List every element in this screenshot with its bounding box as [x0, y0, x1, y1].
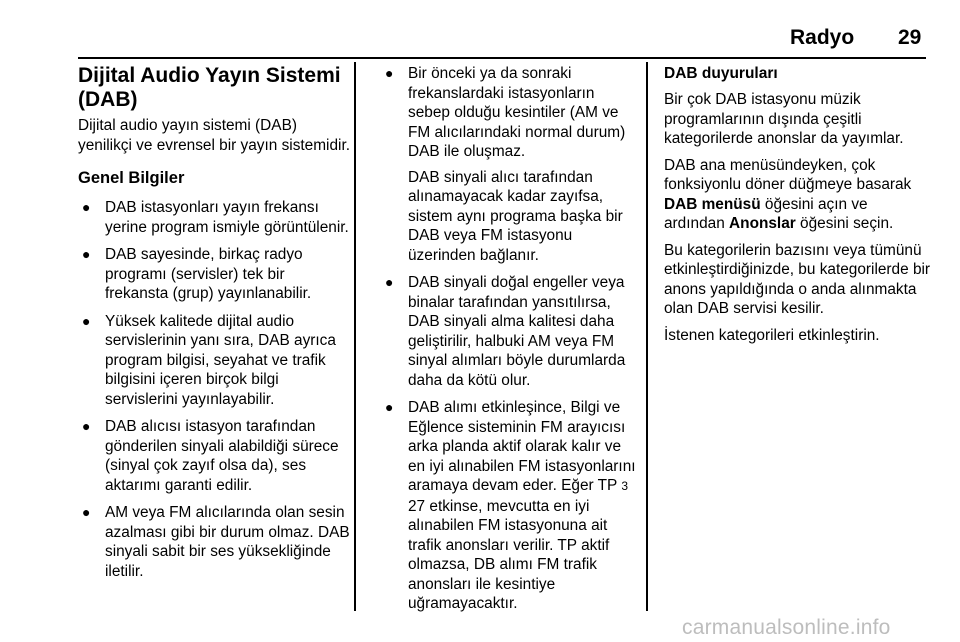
list-item: ● DAB istasyonları yayın frekansı yerine program ismiyle görüntülenir. [82, 199, 349, 236]
menu-term: Anonslar [729, 215, 796, 232]
bullet-dot-icon: ● [82, 312, 91, 329]
list-item: ● Bir önceki ya da sonraki frekanslardaki istasyonların sebep olduğu kesintiler (AM ve FM alıcılarındaki normal durum) DAB ile oluşmaz. DAB sinyali alıcı tarafından alınamayacak kadar zayıfsa, sistem aynı programa başka bir DAB veya FM istasyonu üzerinden bağlanır. [381, 64, 637, 265]
paragraph: Bir çok DAB istasyonu müzik programlarının dışında çeşitli kategorilerde anonslar da yayımlar. [664, 91, 904, 147]
bullet-list [78, 198, 350, 581]
section-title: Radyo [790, 26, 855, 49]
bullet-dot-icon: ● [82, 199, 91, 215]
list-item: ● AM veya FM alıcılarında olan sesin azalması gibi bir durum olmaz. DAB sinyali sabit bir ses yüksekliğinde iletilir. [82, 504, 350, 580]
watermark: carmanualsonline.info [682, 616, 891, 639]
sub-paragraph: DAB sinyali alıcı tarafından alınamayacak kadar zayıfsa, sistem aynı programa başka bir DAB veya FM istasyonu üzerinden bağlanır. [408, 168, 623, 264]
bullet-dot-icon: ● [385, 399, 394, 415]
column-divider-1 [354, 62, 356, 611]
bullet-dot-icon: ● [82, 418, 91, 434]
page-number: 29 [898, 26, 922, 49]
bullet-dot-icon: ● [385, 274, 394, 290]
menu-term: DAB menüsü [664, 195, 761, 213]
header-divider [78, 57, 926, 59]
list-item: ● Yüksek kalitede dijital audio servislerinin yanı sıra, DAB ayrıca program bilgisi, seyahat ve trafik bilgisini içeren birçok bilgi servislerini yayınlayabilir. [82, 312, 336, 408]
subsection-heading: DAB duyuruları [664, 65, 778, 82]
column-2 [381, 64, 637, 622]
section-heading: Dijital Audio Yayın Sistemi (DAB) [78, 64, 341, 111]
bullet-list [381, 64, 637, 614]
intro-paragraph: Dijital audio yayın sistemi (DAB) yenilikçi ve evrensel bir yayın sistemidir. [78, 117, 350, 154]
list-item: ● DAB sayesinde, birkaç radyo programı (servisler) tek bir frekansta (grup) yayınlanabilir. [82, 246, 312, 302]
paragraph: Bu kategorilerin bazısını veya tümünü etkinleştirdiğinizde, bu kategorilerde bir anons yapıldığında o anda alınmakta olan DAB servisi kesilir. [664, 241, 931, 317]
paragraph: İstenen kategorileri etkinleştirin. [664, 326, 880, 344]
column-3 [664, 64, 932, 352]
bullet-dot-icon: ● [385, 65, 394, 81]
column-divider-2 [646, 62, 648, 611]
list-item: ● DAB alımı etkinleşince, Bilgi ve Eğlence sisteminin FM arayıcısı arka planda aktif olarak kalır ve en iyi alınabilen FM istasyonlarını aramaya devam eder. Eğer TP 3 27 etkinse, mevcutta en iyi alınabilen FM istasyonuna ait trafik anonsları verilir. TP aktif olmazsa, DB alımı FM trafik anonsları ile kesintiye uğramayacaktır. [385, 399, 636, 612]
bullet-dot-icon: ● [82, 246, 91, 262]
triangle-ref-icon[interactable]: 3 [621, 479, 628, 493]
column-1 [78, 64, 350, 589]
list-item: ● DAB alıcısı istasyon tarafından gönderilen sinyali alabildiği sürece (sinyal çok zayıf olsa da), ses aktarımı garanti edilir. [82, 418, 339, 494]
page-header [0, 26, 960, 50]
bullet-dot-icon: ● [82, 504, 91, 520]
paragraph: DAB ana menüsündeyken, çok fonksiyonlu döner düğmeye basarak DAB menüsü öğesini açın ve ardından Anonslar öğesini seçin. [664, 156, 912, 232]
subsection-heading: Genel Bilgiler [78, 169, 185, 187]
list-item: ● DAB sinyali doğal engeller veya binalar tarafından yansıtılırsa, DAB sinyali alma kalitesi daha geliştirilir, halbuki AM veya FM sinyal alımları böyle durumlarda daha da kötü olur. [385, 274, 626, 389]
